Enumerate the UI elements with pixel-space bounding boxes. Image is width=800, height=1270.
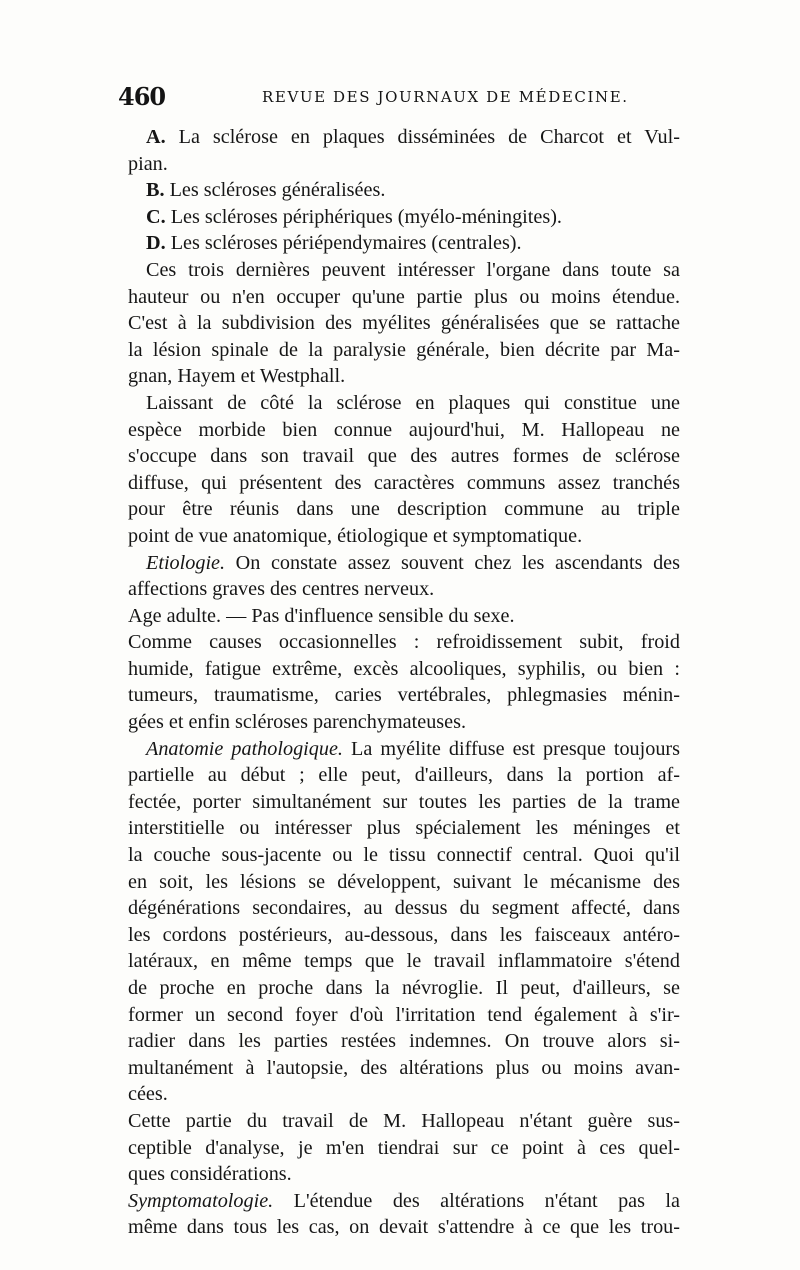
text-line: multanément à l'autopsie, des altérations plus ou moins avan-: [128, 1056, 680, 1079]
text-line: latéraux, en même temps que le travail inflammatoire s'étend: [128, 950, 680, 973]
text-line: fectée, porter simultanément sur toutes les parties de la trame: [128, 790, 680, 813]
text-line: A. La sclérose en plaques disséminées de Charcot et Vul-: [146, 126, 680, 148]
text-line: C. Les scléroses périphériques (myélo-méningites).: [146, 205, 562, 228]
text-line: Etiologie. On constate assez souvent chez les ascendants des: [146, 551, 680, 574]
text-line: espèce morbide bien connue aujourd'hui, M. Hallopeau ne: [128, 418, 680, 441]
page-header: [118, 82, 686, 116]
text-line: de proche en proche dans la névroglie. Il peut, d'ailleurs, se: [128, 977, 680, 999]
text-line: pour être réunis dans une description commune au triple: [128, 498, 680, 521]
text-line: dégénérations secondaires, au dessus du segment affecté, dans: [128, 897, 680, 920]
text-line: Ces trois dernières peuvent intéresser l'organe dans toute sa: [146, 258, 680, 281]
text-line: gnan, Hayem et Westphall.: [128, 365, 346, 388]
text-line: Symptomatologie. L'étendue des altérations n'étant pas la: [128, 1189, 680, 1212]
text-line: point de vue anatomique, étiologique et symptomatique.: [128, 524, 583, 547]
text-line: Cette partie du travail de M. Hallopeau n'étant guère sus-: [128, 1109, 680, 1132]
text-line: Laissant de côté la sclérose en plaques qui constitue une: [146, 391, 680, 414]
text-line: même dans tous les cas, on devait s'attendre à ce que les trou-: [128, 1216, 680, 1239]
text-line: humide, fatigue extrême, excès alcooliques, syphilis, ou bien :: [128, 657, 680, 680]
text-line: radier dans les parties restées indemnes. On trouve alors si-: [128, 1030, 680, 1053]
text-line: la couche sous-jacente ou le tissu connectif central. Quoi qu'il: [128, 844, 680, 867]
text-line: s'occupe dans son travail que des autres formes de sclérose: [128, 445, 680, 468]
text-line: pian.: [128, 152, 168, 175]
text-line: ceptible d'analyse, je m'en tiendrai sur ce point à ces quel-: [128, 1136, 680, 1159]
text-line: en soit, les lésions se développent, suivant le mécanisme des: [128, 870, 680, 893]
text-line: Age adulte. — Pas d'influence sensible du sexe.: [128, 604, 515, 627]
text-line: cées.: [128, 1083, 168, 1106]
text-line: les cordons postérieurs, au-dessous, dans les faisceaux antéro-: [128, 923, 680, 946]
text-line: interstitielle ou intéresser plus spécialement les méninges et: [128, 817, 680, 840]
text-line: C'est à la subdivision des myélites généralisées que se rattache: [128, 312, 680, 335]
text-line: la lésion spinale de la paralysie générale, bien décrite par Ma-: [128, 338, 680, 361]
text-line: Anatomie pathologique. La myélite diffuse est presque toujours: [146, 737, 680, 760]
body-text: [128, 124, 680, 1241]
running-head: REVUE DES JOURNAUX DE MÉDECINE.: [262, 88, 629, 106]
text-line: former un second foyer d'où l'irritation tend également à s'ir-: [128, 1003, 680, 1026]
text-line: partielle au début ; elle peut, d'ailleurs, dans la portion af-: [128, 764, 680, 787]
text-line: Comme causes occasionnelles : refroidissement subit, froid: [128, 631, 680, 654]
text-line: D. Les scléroses périépendymaires (centrales).: [146, 232, 522, 255]
text-line: ques considérations.: [128, 1163, 292, 1186]
text-line: B. Les scléroses généralisées.: [146, 179, 386, 202]
text-line: gées et enfin scléroses parenchymateuses.: [128, 711, 467, 734]
text-line: hauteur ou n'en occuper qu'une partie plus ou moins étendue.: [128, 285, 680, 308]
text-line: tumeurs, traumatisme, caries vertébrales, phlegmasies ménin-: [128, 684, 680, 707]
page-number: 460: [118, 82, 166, 111]
text-line: diffuse, qui présentent des caractères communs assez tranchés: [128, 471, 680, 494]
text-line: affections graves des centres nerveux.: [128, 578, 435, 601]
